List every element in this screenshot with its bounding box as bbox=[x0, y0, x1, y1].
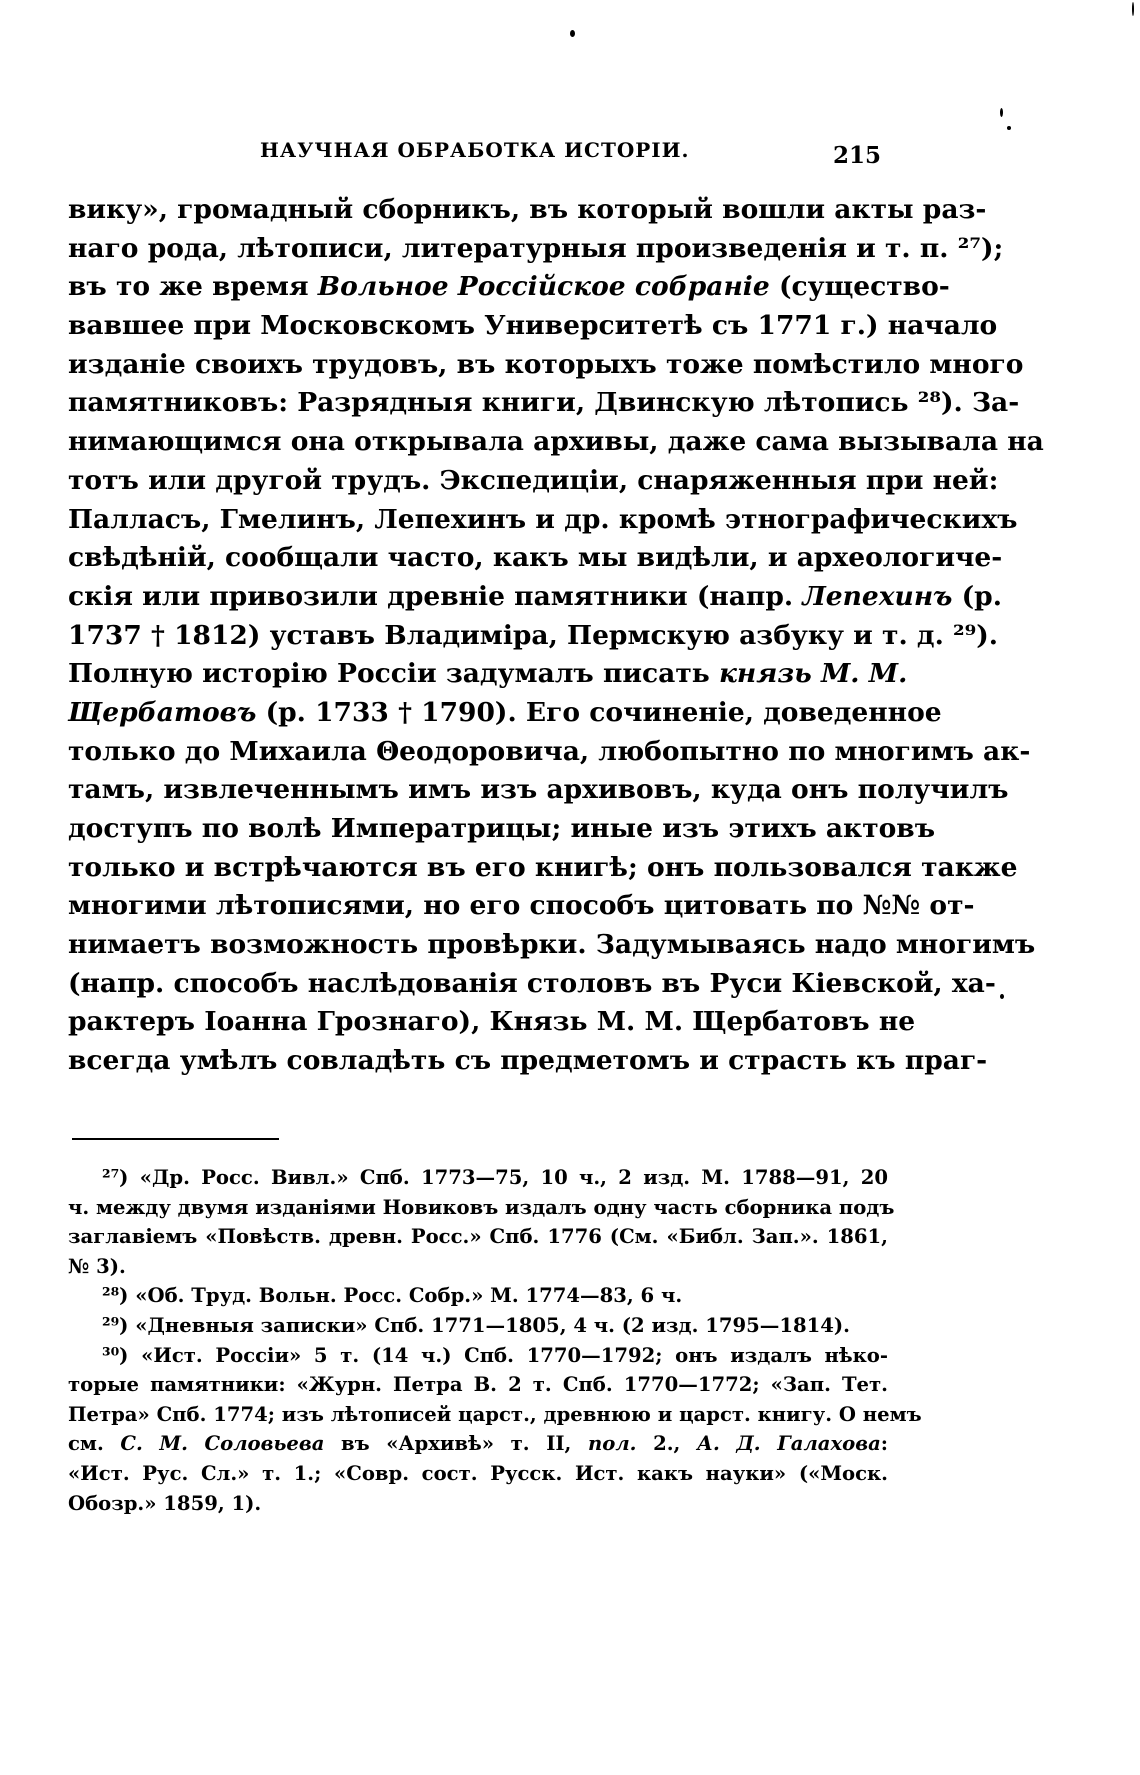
text-line: тамъ, извлеченнымъ имъ изъ архивовъ, куда онъ получилъ bbox=[68, 774, 1009, 806]
text-line: нимающимся она открывала архивы, даже сама вызывала на bbox=[68, 426, 1044, 458]
scan-speck bbox=[1000, 994, 1004, 999]
footnote-line: заглавіемъ «Повѣств. древн. Росс.» Спб. 1776 (См. «Библ. Зап.». 1861, bbox=[68, 1225, 888, 1249]
text-line: доступъ по волѣ Императрицы; иные изъ этихъ актовъ bbox=[68, 813, 936, 844]
footnote-line: ²⁷) «Др. Росс. Вивл.» Спб. 1773—75, 10 ч., 2 изд. М. 1788—91, 20 bbox=[102, 1166, 888, 1189]
page-number: 215 bbox=[833, 142, 882, 169]
text-line: нимаетъ возможность провѣрки. Задумываясь надо многимъ bbox=[68, 929, 1036, 961]
footnote bbox=[68, 1281, 888, 1311]
text-line: изданіе своихъ трудовъ, въ которыхъ тоже помѣстило много bbox=[68, 348, 1024, 380]
text-line: скія или привозили древніе памятники (напр. Лепехинъ (р. bbox=[68, 580, 1002, 612]
text-line: только и встрѣчаются въ его книгѣ; онъ пользовался также bbox=[68, 851, 1018, 883]
text-line: многими лѣтописями, но его способъ цитовать по №№ от- bbox=[68, 890, 975, 922]
scan-speck bbox=[1132, 2, 1134, 16]
footnote-line: торые памятники: «Журн. Петра В. 2 т. Спб. 1770—1772; «Зап. Тет. bbox=[68, 1373, 888, 1397]
text-line: въ то же время Вольное Россійское собраніе (существо- bbox=[68, 271, 950, 303]
italic-run: князь М. М. bbox=[718, 658, 908, 690]
text-line: тотъ или другой трудъ. Экспедиціи, снаряженныя при ней: bbox=[68, 464, 999, 496]
italic-run: А. Д. Галахова bbox=[696, 1432, 881, 1456]
italic-run: пол. bbox=[588, 1432, 637, 1456]
italic-run: Лепехинъ bbox=[802, 580, 953, 612]
text-line: рактеръ Іоанна Грознаго), Князь М. М. Щербатовъ не bbox=[68, 1006, 916, 1038]
footnote-line: ²⁸) «Об. Труд. Вольн. Росс. Собр.» М. 1774—83, 6 ч. bbox=[102, 1284, 683, 1308]
text-line: всегда умѣлъ совладѣть съ предметомъ и страсть къ праг- bbox=[68, 1045, 988, 1077]
text-line: только до Михаила Θеодоровича, любопытно по многимъ ак- bbox=[68, 735, 1031, 767]
text-line: Палласъ, Гмелинъ, Лепехинъ и др. кромѣ этнографическихъ bbox=[68, 503, 1018, 535]
italic-run: С. М. Соловьева bbox=[120, 1432, 325, 1456]
scan-speck bbox=[1007, 126, 1011, 130]
italic-run: Вольное Россійское собраніе bbox=[317, 271, 770, 303]
running-title: НАУЧНАЯ ОБРАБОТКА ИСТОРІИ. bbox=[260, 138, 690, 162]
text-line: Щербатовъ (р. 1733 † 1790). Его сочиненіе, доведенное bbox=[68, 696, 942, 728]
footnote bbox=[68, 1311, 888, 1341]
footnotes-block bbox=[68, 1163, 922, 1518]
text-line: свѣдѣній, сообщали часто, какъ мы видѣли, и археологиче- bbox=[68, 542, 1003, 574]
footnote-line: Петра» Спб. 1774; изъ лѣтописей царст., древнюю и царст. книгу. О немъ bbox=[68, 1402, 922, 1426]
footnote-line: ч. между двумя изданіями Новиковъ издалъ одну часть сборника подъ bbox=[68, 1195, 895, 1219]
scan-speck bbox=[1000, 108, 1003, 117]
footnote bbox=[68, 1341, 922, 1519]
main-text-block bbox=[68, 191, 1044, 1081]
footnote-line: см. С. М. Соловьева въ «Архивѣ» т. II, пол. 2., А. Д. Галахова: bbox=[68, 1432, 889, 1456]
text-line: памятниковъ: Разрядныя книги, Двинскую лѣтопись ²⁸). За- bbox=[68, 387, 1020, 419]
footnote-line: Обозр.» 1859, 1). bbox=[68, 1491, 262, 1515]
text-line: вику», громадный сборникъ, въ который вошли акты раз- bbox=[68, 194, 987, 225]
footnote-line: «Ист. Рус. Сл.» т. 1.; «Совр. сост. Русск. Ист. какъ науки» («Моск. bbox=[68, 1461, 888, 1485]
italic-run: Щербатовъ bbox=[68, 696, 257, 728]
text-line: наго рода, лѣтописи, литературныя произведенія и т. п. ²⁷); bbox=[68, 232, 1004, 264]
footnote bbox=[68, 1163, 895, 1281]
footnote-separator-rule bbox=[72, 1138, 279, 1140]
footnote-line: № 3). bbox=[68, 1254, 126, 1278]
text-line: (напр. способъ наслѣдованія столовъ въ Руси Кіевской, ха- bbox=[68, 967, 996, 999]
text-line: 1737 † 1812) уставъ Владиміра, Пермскую азбуку и т. д. ²⁹). bbox=[68, 619, 999, 651]
footnote-line: ²⁹) «Дневныя записки» Спб. 1771—1805, 4 ч. (2 изд. 1795—1814). bbox=[102, 1313, 850, 1337]
scan-speck bbox=[570, 30, 575, 37]
text-line: вавшее при Московскомъ Университетѣ съ 1771 г.) начало bbox=[68, 310, 998, 342]
text-line: Полную исторію Россіи задумалъ писать князь М. М. bbox=[68, 658, 908, 690]
footnote-line: ³⁰) «Ист. Россіи» 5 т. (14 ч.) Спб. 1770—1792; онъ издалъ нѣко- bbox=[102, 1343, 888, 1367]
